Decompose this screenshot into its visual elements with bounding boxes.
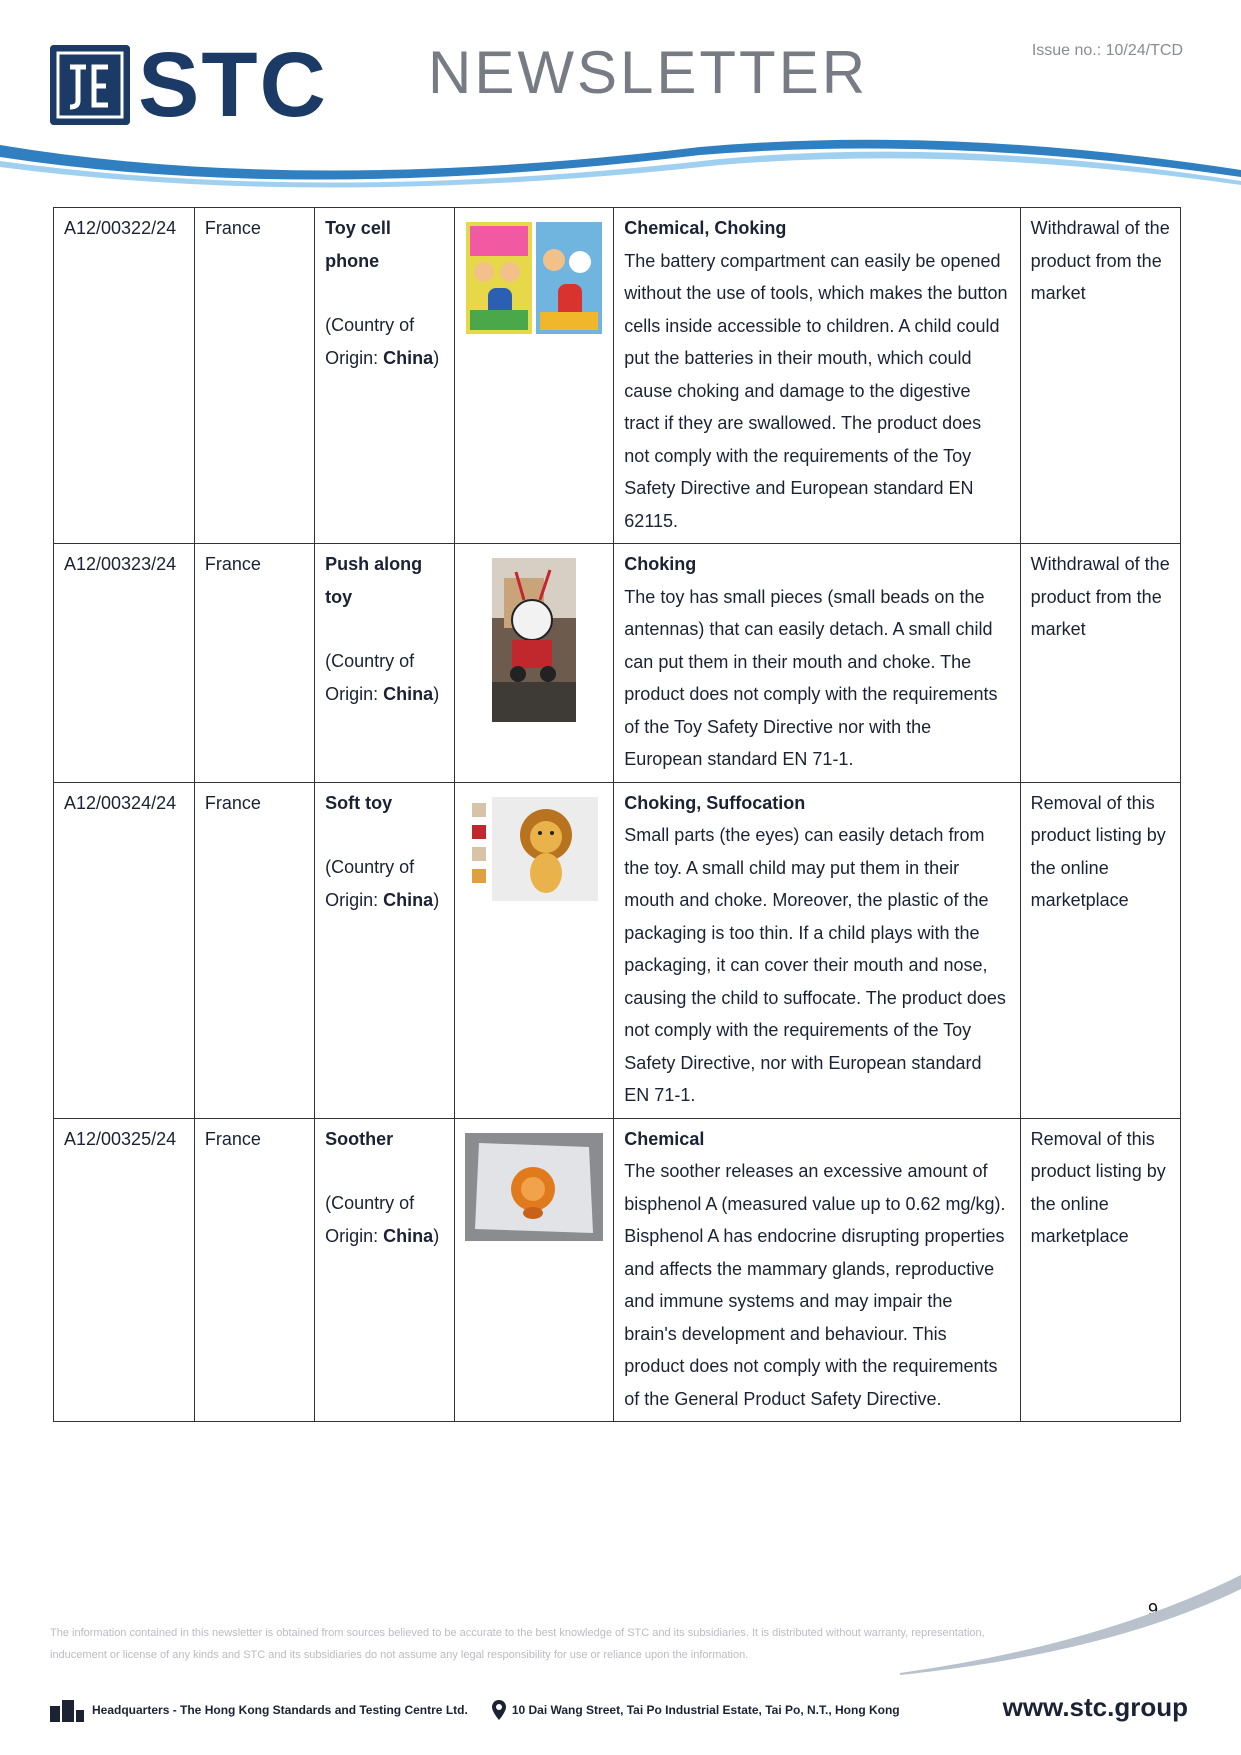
origin-label: (Country of xyxy=(325,315,415,335)
image-cell xyxy=(455,208,614,544)
stc-logo-mark-icon xyxy=(50,45,130,125)
table-row xyxy=(54,1118,1181,1422)
issue-number: Issue no.: 10/24/TCD xyxy=(1031,42,1183,59)
risk-type: Choking xyxy=(624,554,697,574)
table-row xyxy=(54,208,1181,544)
header-swoosh-icon xyxy=(0,125,1241,200)
newsletter-title: NEWSLETTER xyxy=(428,39,869,106)
reference-cell: A12/00323/24 xyxy=(54,544,195,783)
stc-logo xyxy=(50,34,328,136)
product-name-cont: phone xyxy=(325,250,380,271)
origin-country: China xyxy=(383,347,434,368)
measure-cell: Withdrawal of the product from the market xyxy=(1020,544,1180,783)
table-row xyxy=(54,782,1181,1118)
country-cell: France xyxy=(194,544,314,783)
page-number: 9 xyxy=(1148,1600,1159,1620)
risk-type: Chemical xyxy=(624,1128,705,1149)
measure-cell: Withdrawal of the product from the market xyxy=(1020,208,1180,544)
country-cell: France xyxy=(194,208,314,544)
soft-toy-lion-photo-icon xyxy=(470,797,598,901)
image-cell xyxy=(455,1118,614,1422)
recall-table xyxy=(53,207,1181,1422)
image-cell xyxy=(455,782,614,1118)
product-name: Push along xyxy=(325,554,423,574)
product-cell xyxy=(315,208,455,544)
measure-cell: Removal of this product listing by the online marketplace xyxy=(1020,1118,1180,1422)
headquarters: Headquarters - The Hong Kong Standards and Testing Centre Ltd. xyxy=(48,1698,468,1722)
risk-cell xyxy=(614,1118,1020,1422)
location-pin-icon xyxy=(492,1700,506,1720)
origin-country: China xyxy=(383,683,434,704)
reference-cell: A12/00324/24 xyxy=(54,782,195,1118)
country-cell: France xyxy=(194,1118,314,1422)
risk-description: The soother releases an excessive amount of bisphenol A (measured value up to 0.62 mg/kg). Bisphenol A has endocrine disrupting properties and affects the mammary glands, reproductive and immune systems and may impair the brain's development and behaviour. This product does not comply with the requirements of the General Product Safety Directive. xyxy=(624,1161,1006,1409)
risk-description: The toy has small pieces (small beads on the antennas) that can easily detach. A small child can put them in their mouth and choke. The product does not comply with the requirements of the Toy Safety Directive nor with the European standard EN 71-1. xyxy=(624,586,998,769)
origin-label: (Country of xyxy=(325,651,415,671)
risk-description: The battery compartment can easily be opened without the use of tools, which makes the button cells inside accessible to children. A child could put the batteries in their mouth, which could cause choking and damage to the digestive tract if they are swallowed. The product does not comply with the requirements of the Toy Safety Directive and European standard EN 62115. xyxy=(624,250,1008,531)
risk-type: Choking, Suffocation xyxy=(624,792,806,813)
toy-cell-phone-photo-icon xyxy=(466,222,602,334)
measure-cell: Removal of this product listing by the online marketplace xyxy=(1020,782,1180,1118)
building-icon xyxy=(48,1698,86,1722)
image-cell xyxy=(455,544,614,783)
product-cell xyxy=(315,782,455,1118)
origin-line: Origin: China) xyxy=(325,683,440,704)
product-cell xyxy=(315,1118,455,1422)
soother-photo-icon xyxy=(465,1133,603,1241)
country-cell: France xyxy=(194,782,314,1118)
origin-label: (Country of xyxy=(325,857,415,877)
origin-line: Origin: China) xyxy=(325,889,440,910)
origin-label: (Country of xyxy=(325,1193,415,1213)
origin-country: China xyxy=(383,889,434,910)
origin-line: Origin: China) xyxy=(325,347,440,368)
reference-cell: A12/00325/24 xyxy=(54,1118,195,1422)
origin-country: China xyxy=(383,1225,434,1246)
page-header xyxy=(0,0,1241,200)
risk-description: Small parts (the eyes) can easily detach from the toy. A small child may put them in their mouth and choke. Moreover, the plastic of the packaging is too thin. If a child plays with the packaging, it can cover their mouth and nose, causing the child to suffocate. The product does not comply with the requirements of the Toy Safety Directive, nor with European standard EN 71-1. xyxy=(624,825,1006,1105)
risk-cell xyxy=(614,782,1020,1118)
product-name: Soother xyxy=(325,1128,394,1149)
website-link[interactable]: www.stc.group xyxy=(1002,1692,1188,1722)
table-row xyxy=(54,544,1181,783)
disclaimer-text: The information contained in this newsletter is obtained from sources believed to be accurate to the best knowledge of STC and its subsidiaries. It is distributed without warranty, representation, inducement or license of any kinds and STC and its subsidiaries do not assume any legal responsibility for use or reliance upon the information. xyxy=(50,1627,985,1661)
risk-type: Chemical, Choking xyxy=(624,218,787,238)
product-name: Toy cell xyxy=(325,218,391,238)
risk-cell xyxy=(614,208,1020,544)
risk-cell xyxy=(614,544,1020,783)
origin-line: Origin: China) xyxy=(325,1225,440,1246)
product-cell xyxy=(315,544,455,783)
reference-cell: A12/00322/24 xyxy=(54,208,195,544)
product-name-cont: toy xyxy=(325,586,353,607)
logo-text: STC xyxy=(138,34,328,136)
product-name: Soft toy xyxy=(325,792,393,813)
push-along-toy-photo-icon xyxy=(492,558,576,722)
page-footer xyxy=(48,1690,1188,1730)
address: 10 Dai Wang Street, Tai Po Industrial Estate, Tai Po, N.T., Hong Kong xyxy=(492,1700,900,1720)
